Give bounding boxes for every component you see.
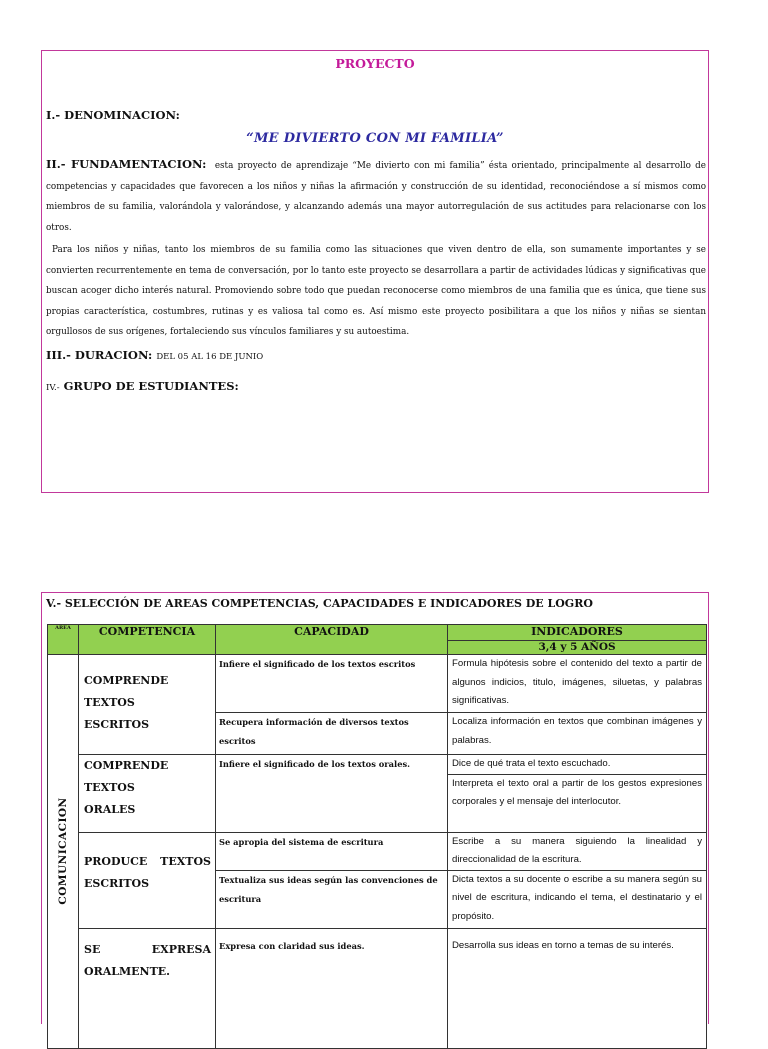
denominacion-heading: I.- DENOMINACION:: [46, 108, 180, 122]
capacidad-expresa-claridad: Expresa con claridad sus ideas.: [216, 928, 448, 1048]
competencia-comprende-orales: COMPRENDE TEXTOS ORALES: [79, 755, 216, 833]
header-indicadores: INDICADORES: [448, 625, 707, 641]
grupo-prefix: IV.-: [46, 383, 60, 393]
competencia-se-expresa-oralmente: SE EXPRESA ORALMENTE.: [79, 928, 216, 1048]
indicador-dicta-textos: Dicta textos a su docente o escribe a su manera según su nivel de escritura, indicando el tema, el destinatario y el propósito.: [448, 870, 707, 928]
indicador-desarrolla-ideas: Desarrolla sus ideas en torno a temas de su interés.: [448, 928, 707, 1048]
section-v-heading: V.- SELECCIÓN DE AREAS COMPETENCIAS, CAPACIDADES E INDICADORES DE LOGRO: [46, 597, 593, 610]
indicador-localiza-informacion: Localiza información en textos que combinan imágenes y palabras.: [448, 713, 707, 755]
project-slogan: “ME DIVIERTO CON MI FAMILIA”: [246, 131, 504, 146]
duracion-heading: III.- DURACION:: [46, 348, 153, 362]
area-name: COMUNICACION: [57, 797, 69, 906]
capacidad-infiere-orales: Infiere el significado de los textos orales.: [216, 755, 448, 833]
area-cell: [48, 655, 79, 1049]
project-box: [41, 50, 709, 493]
header-edades: 3,4 y 5 AÑOS: [448, 641, 707, 655]
indicador-formula-hipotesis: Formula hipótesis sobre el contenido del texto a partir de algunos indicios, titulo, imágenes, siluetas, y palabras significativas.: [448, 655, 707, 713]
competencia-produce-escritos: PRODUCE TEXTOS ESCRITOS: [79, 832, 216, 928]
fundamentacion-paragraph: [46, 154, 706, 238]
capacidad-recupera-informacion: Recupera información de diversos textos escritos: [216, 713, 448, 755]
competencia-comprende-escritos: COMPRENDE TEXTOS ESCRITOS: [79, 655, 216, 755]
page-title: PROYECTO: [335, 56, 415, 71]
fundamentacion-heading: II.- FUNDAMENTACION:: [46, 157, 207, 171]
fundamentacion-text: esta proyecto de aprendizaje “Me divierto con mi familia” ésta orientado, principalmente al desarrollo de competencias y capacidades que favorecen a los niños y niñas la afirmación y construcción de su identidad, reconociéndose a sí mismos como miembros de su familia, valorándola y valorándose, y alcanzando además una mayor autorregulación de sus actitudes para relacionarse con los otros.: [46, 161, 706, 233]
indicador-dice-que-trata: Dice de qué trata el texto escuchado.: [448, 755, 707, 775]
grupo-heading: GRUPO DE ESTUDIANTES:: [63, 379, 239, 393]
indicador-escribe-a-su-manera: Escribe a su manera siguiendo la linealidad y direccionalidad de la escritura.: [448, 832, 707, 870]
fundamentacion-paragraph-2: Para los niños y niñas, tanto los miembros de su familia como las situaciones que viven dentro de ella, son sumamente importantes y se convierten recurrentemente en tema de conversación, por lo tanto este proyecto se desarrollara a partir de actividades lúdicas y significativas que buscan acoger dicho interés natural. Promoviendo sobre todo que puedan reconocerse como miembros de una familia que es única, que tiene sus propias característica, costumbres, rutinas y es valiosa tal como es. Así mismo este proyecto posibilitara a que los niños y niñas se sientan orgullosos de sus orígenes, fortaleciendo sus vínculos familiares y su autoestima.: [46, 245, 706, 337]
grupo-line: [46, 379, 239, 393]
duracion-line: [46, 348, 263, 362]
header-capacidad: CAPACIDAD: [216, 625, 448, 655]
header-competencia: COMPETENCIA: [79, 625, 216, 655]
header-area: AREA: [48, 625, 79, 655]
competencias-box: [41, 592, 709, 1024]
duracion-value: DEL 05 AL 16 DE JUNIO: [156, 352, 264, 362]
indicador-interpreta-texto-oral: Interpreta el texto oral a partir de los gestos expresiones corporales y el mensaje del interlocutor.: [448, 774, 707, 832]
capacidad-apropia-escritura: Se apropia del sistema de escritura: [216, 832, 448, 870]
capacidad-textualiza-ideas: Textualiza sus ideas según las convenciones de escritura: [216, 870, 448, 928]
capacidad-infiere-escritos: Infiere el significado de los textos escritos: [216, 655, 448, 713]
competencias-table: [47, 624, 707, 1049]
